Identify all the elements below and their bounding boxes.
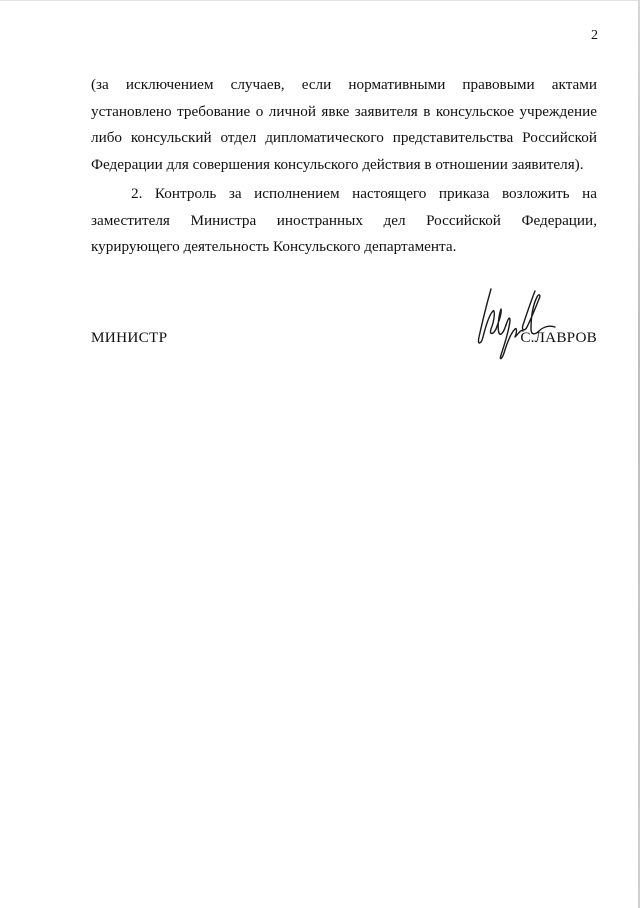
paragraph-continuation: (за исключением случаев, если нормативными правовыми актами установлено требование о личной явке заявителя в консульское учреждение либо консульский отдел дипломатического представительства Российской Федерации для совершения консульского действия в отношении заявителя). <box>91 76 597 173</box>
handwritten-signature <box>469 285 559 371</box>
signatory-role: МИНИСТР <box>91 329 168 346</box>
signature-block <box>91 285 597 375</box>
page-number: 2 <box>591 28 598 43</box>
scan-top-edge <box>0 0 640 1</box>
paragraph-item-2: 2. Контроль за исполнением настоящего приказа возложить на заместителя Министра иностранных дел Российской Федерации, курирующего деятельность Консульского департамента. <box>91 185 597 255</box>
signatory-name: С.ЛАВРОВ <box>520 329 597 346</box>
document-body <box>91 72 597 261</box>
